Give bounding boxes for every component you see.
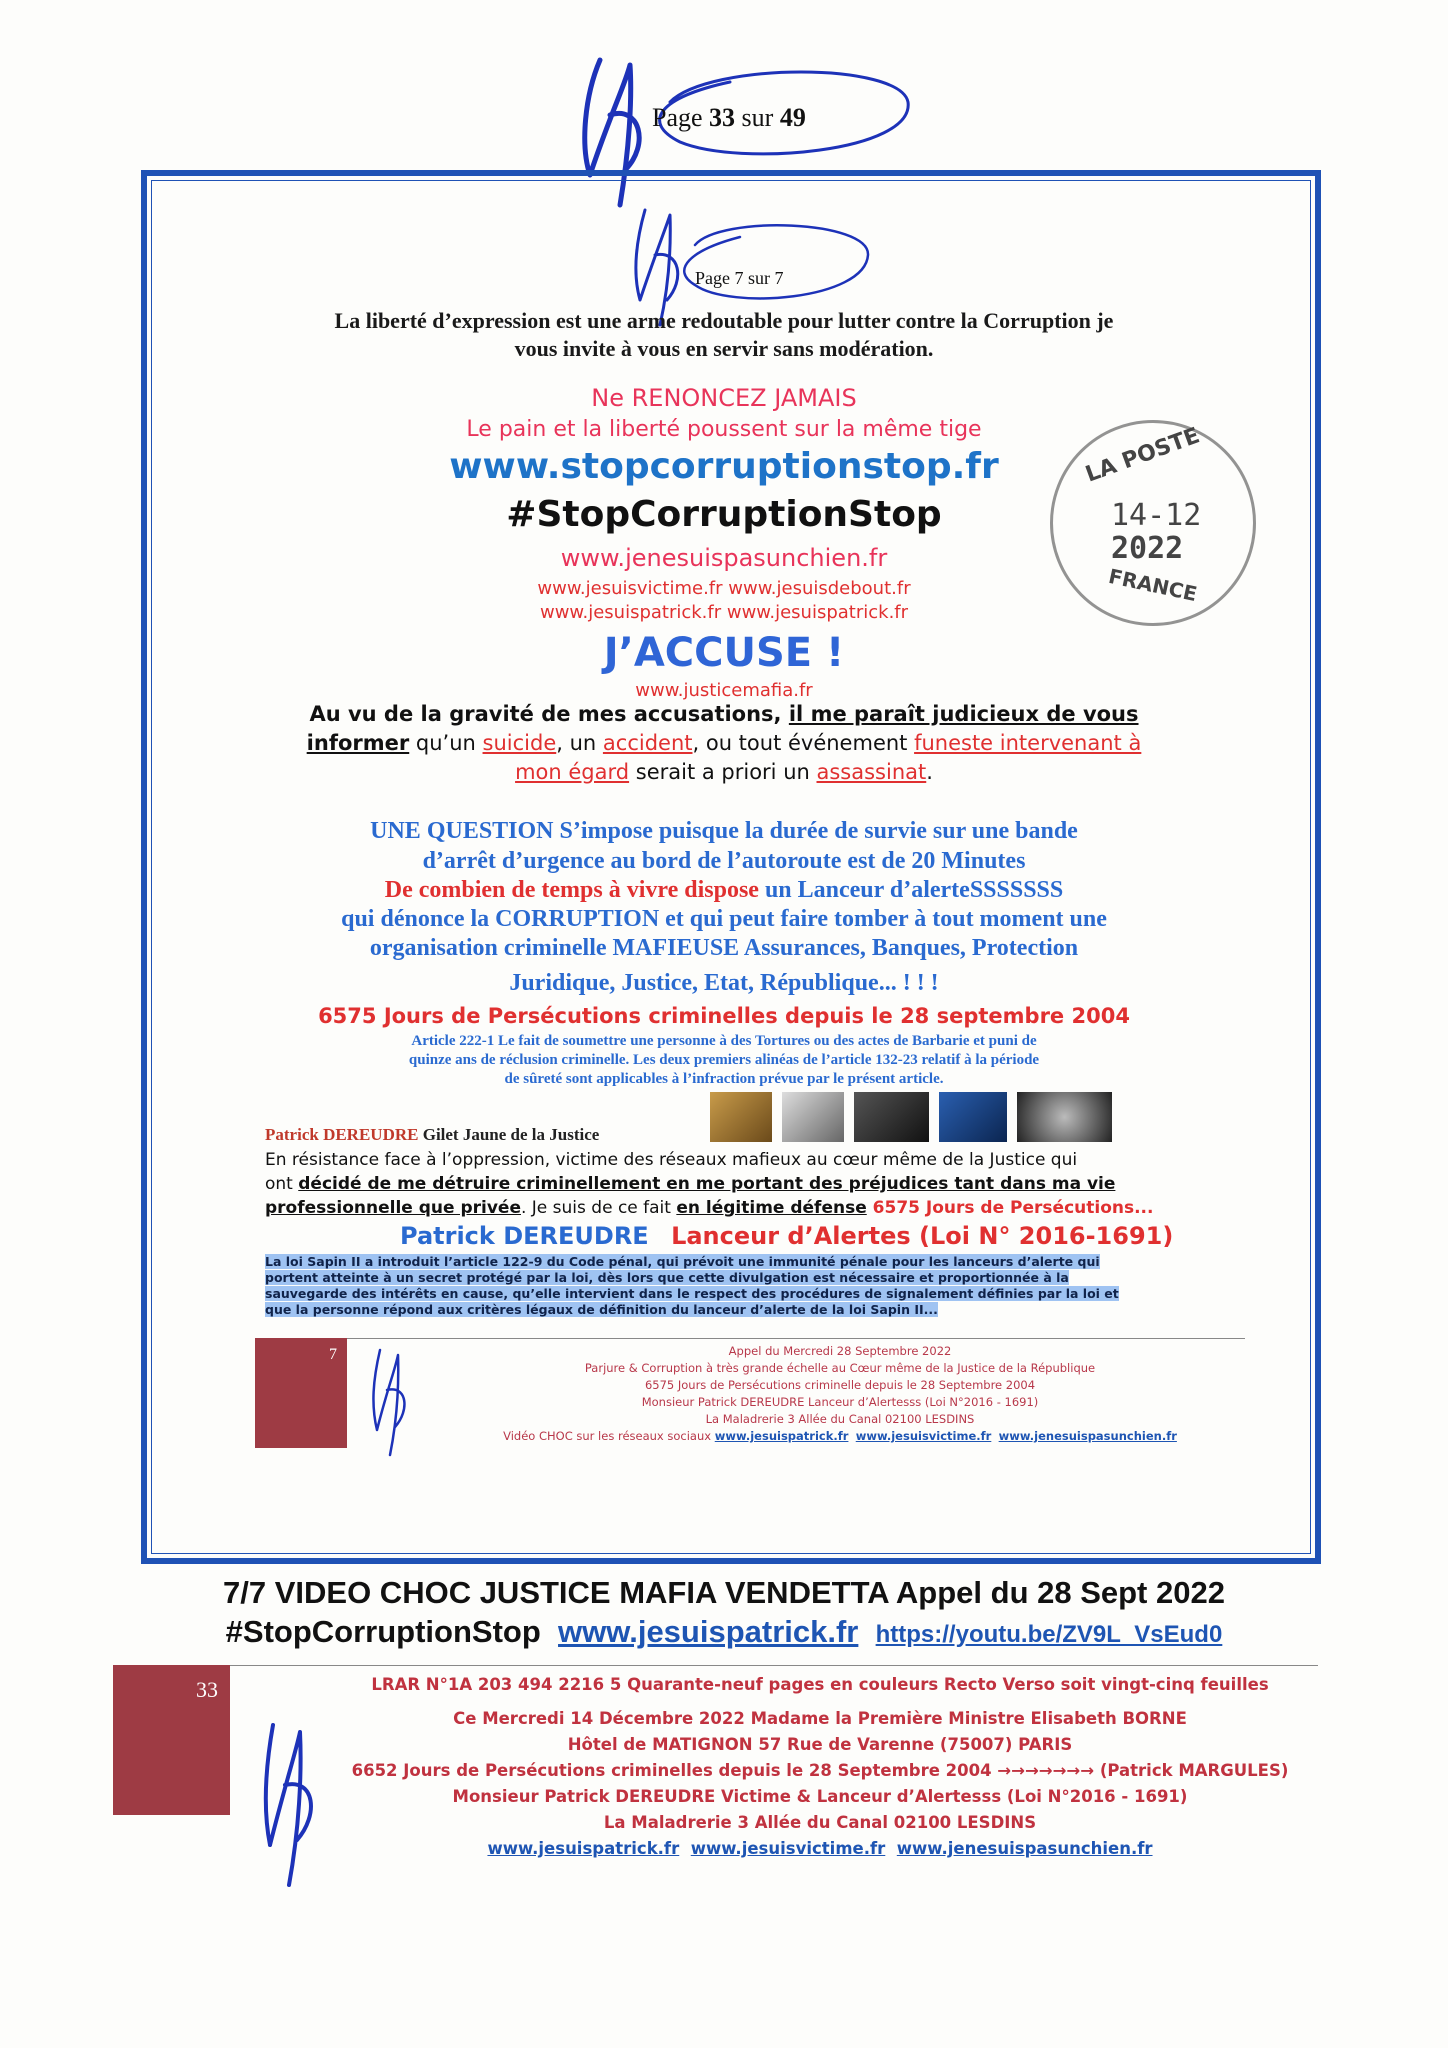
- site-jenesuispasunchien[interactable]: www.jenesuispasunchien.fr: [560, 544, 888, 572]
- question-line-3: De combien de temps à vivre dispose un Lanceur d’alerteSSSSSSS: [384, 877, 1064, 903]
- postmark-stamp: [1050, 420, 1256, 626]
- hashtag-stopcorruption: #StopCorruptionStop: [506, 494, 942, 535]
- signature-inner-footer: [365, 1345, 425, 1460]
- outer-footer-line-7: www.jesuispatrick.fr www.jesuisvictime.fr www.jenesuispasunchien.fr: [487, 1839, 1153, 1858]
- inner-footer-line-4: Monsieur Patrick DEREUDRE Lanceur d’Alertesss (Loi N°2016 - 1691): [641, 1395, 1039, 1409]
- site-justicemafia[interactable]: www.justicemafia.fr: [635, 680, 813, 701]
- inner-page-label: Page 7 sur 7: [695, 268, 784, 288]
- intro-line-1: La liberté d’expression est une arme redoutable pour lutter contre la Corruption je: [334, 308, 1114, 333]
- inner-footer-line-2: Parjure & Corruption à très grande échelle au Cœur même de la Justice de la République: [584, 1361, 1096, 1375]
- outer-footer-line-6: La Maladrerie 3 Allée du Canal 02100 LESDINS: [603, 1813, 1037, 1832]
- site-stopcorruption[interactable]: www.stopcorruptionstop.fr: [449, 446, 999, 487]
- jaccuse-heading: J’ACCUSE !: [603, 630, 845, 676]
- inner-footer-line-3: 6575 Jours de Persécutions criminelle depuis le 28 Septembre 2004: [644, 1378, 1036, 1392]
- warning-line-3: mon égard serait a priori un assassinat.: [515, 760, 933, 784]
- sapin-line-4: que la personne répond aux critères légaux de définition du lanceur d’alerte de la loi Sapin II...: [265, 1302, 938, 1317]
- stamp-country: FRANCE: [1106, 563, 1200, 607]
- question-line-4: qui dénonce la CORRUPTION et qui peut faire tomber à tout moment une: [341, 906, 1107, 932]
- question-line-1: UNE QUESTION S’impose puisque la durée de survie sur une bande: [370, 818, 1078, 844]
- inner-footer-rule: [345, 1338, 1245, 1339]
- site-victime-debout[interactable]: www.jesuisvictime.fr www.jesuisdebout.fr: [537, 578, 911, 599]
- outer-footer-line-5: Monsieur Patrick DEREUDRE Victime & Lanceur d’Alertesss (Loi N°2016 - 1691): [452, 1787, 1188, 1806]
- intro-line-2: vous invite à vous en servir sans modération.: [514, 336, 934, 361]
- page-oval-inner: [640, 215, 880, 315]
- resistance-line-3: professionnelle que privée. Je suis de ce fait en légitime défense 6575 Jours de Persécutions...: [265, 1198, 1154, 1218]
- sapin-line-3: sauvegarde des intérêts en cause, qu’elle intervient dans le respect des procédures de signalement définies par la loi et: [265, 1286, 1119, 1301]
- resistance-line-1: En résistance face à l’oppression, victime des réseaux mafieux au cœur même de la Justice qui: [265, 1150, 1078, 1170]
- slogan-pain: Le pain et la liberté poussent sur la même tige: [466, 417, 982, 442]
- lady-justice-image: [939, 1092, 1007, 1142]
- sapin-paragraph: [265, 1254, 1119, 1318]
- inner-footer-page-box: 7: [255, 1338, 347, 1448]
- resistance-line-2: ont décidé de me détruire criminellement en me portant des préjudices tant dans ma vie: [265, 1174, 1116, 1194]
- outer-footer-page-box: 33: [113, 1665, 230, 1815]
- video-caption-line-1: 7/7 VIDEO CHOC JUSTICE MAFIA VENDETTA Appel du 28 Sept 2022: [223, 1575, 1225, 1610]
- sapin-line-1: La loi Sapin II a introduit l’article 122-9 du Code pénal, qui prévoit une immunité pénale pour les lanceurs d’alerte qui: [265, 1254, 1100, 1269]
- outer-footer-line-4: 6652 Jours de Persécutions criminelles depuis le 28 Septembre 2004 →→→→→→→ (Patrick MARGULES): [351, 1761, 1289, 1780]
- article-line-2: quinze ans de réclusion criminelle. Les deux premiers alinéas de l’article 132-23 relatif à la période: [408, 1052, 1040, 1068]
- inner-footer-text: [450, 1343, 1230, 1445]
- outer-page-label: Page 33 sur 49: [652, 103, 806, 132]
- question-line-6: Juridique, Justice, Etat, République... ! ! !: [509, 970, 939, 996]
- outer-footer-rule: [228, 1665, 1318, 1666]
- justice-stamp-image: [854, 1092, 929, 1142]
- warning-line-2: informer qu’un suicide, un accident, ou tout événement funeste intervenant à: [306, 731, 1142, 755]
- outer-footer-line-3: Hôtel de MATIGNON 57 Rue de Varenne (75007) PARIS: [567, 1735, 1073, 1754]
- site-patrick[interactable]: www.jesuispatrick.fr www.jesuispatrick.fr: [539, 602, 909, 623]
- warning-line-1: Au vu de la gravité de mes accusations, il me paraît judicieux de vous: [309, 702, 1139, 726]
- slogan-renoncez: Ne RENONCEZ JAMAIS: [591, 384, 857, 412]
- gilet-line: Patrick DEREUDRE Gilet Jaune de la Justice: [265, 1125, 600, 1144]
- justice-images: [710, 1092, 1118, 1142]
- inner-footer-line-1: Appel du Mercredi 28 Septembre 2022: [728, 1344, 952, 1358]
- sapin-line-2: portent atteinte à un secret protégé par la loi, dès lors que cette divulgation est nécessaire et proportionnée à la: [265, 1270, 1069, 1285]
- gavel-image: [710, 1092, 772, 1142]
- question-line-5: organisation criminelle MAFIEUSE Assurances, Banques, Protection: [369, 935, 1079, 961]
- video-caption-line-2: #StopCorruptionStop www.jesuispatrick.fr https://youtu.be/ZV9L_VsEud0: [225, 1614, 1223, 1649]
- article-line-3: de sûreté sont applicables à l’infraction prévue par le présent article.: [504, 1071, 944, 1087]
- inner-footer-line-6: Vidéo CHOC sur les réseaux sociaux www.jesuispatrick.fr www.jesuisvictime.fr www.jenesuispasunchien.fr: [503, 1429, 1177, 1443]
- question-line-2: d’arrêt d’urgence au bord de l’autoroute est de 20 Minutes: [422, 848, 1026, 874]
- badge-image: [1017, 1092, 1112, 1142]
- article-line-1: Article 222-1 Le fait de soumettre une personne à des Tortures ou des actes de Barbarie et puni de: [411, 1033, 1037, 1049]
- stamp-date: 14-12: [1111, 498, 1202, 533]
- outer-footer-text: [300, 1672, 1340, 1862]
- stamp-top-text: LA POSTE: [1082, 423, 1204, 488]
- outer-footer-line-1: LRAR N°1A 203 494 2216 5 Quarante-neuf pages en couleurs Recto Verso soit vingt-cinq feuilles: [371, 1675, 1269, 1694]
- inner-footer-line-5: La Maladrerie 3 Allée du Canal 02100 LESDINS: [705, 1412, 975, 1426]
- scales-image: [782, 1092, 844, 1142]
- lanceur-heading: Patrick DEREUDRE Lanceur d’Alertes (Loi N° 2016-1691): [400, 1222, 1174, 1250]
- stamp-year: 2022: [1111, 531, 1184, 566]
- outer-footer-line-2: Ce Mercredi 14 Décembre 2022 Madame la Première Ministre Elisabeth BORNE: [453, 1709, 1187, 1728]
- persecution-days: 6575 Jours de Persécutions criminelles depuis le 28 septembre 2004: [318, 1004, 1130, 1028]
